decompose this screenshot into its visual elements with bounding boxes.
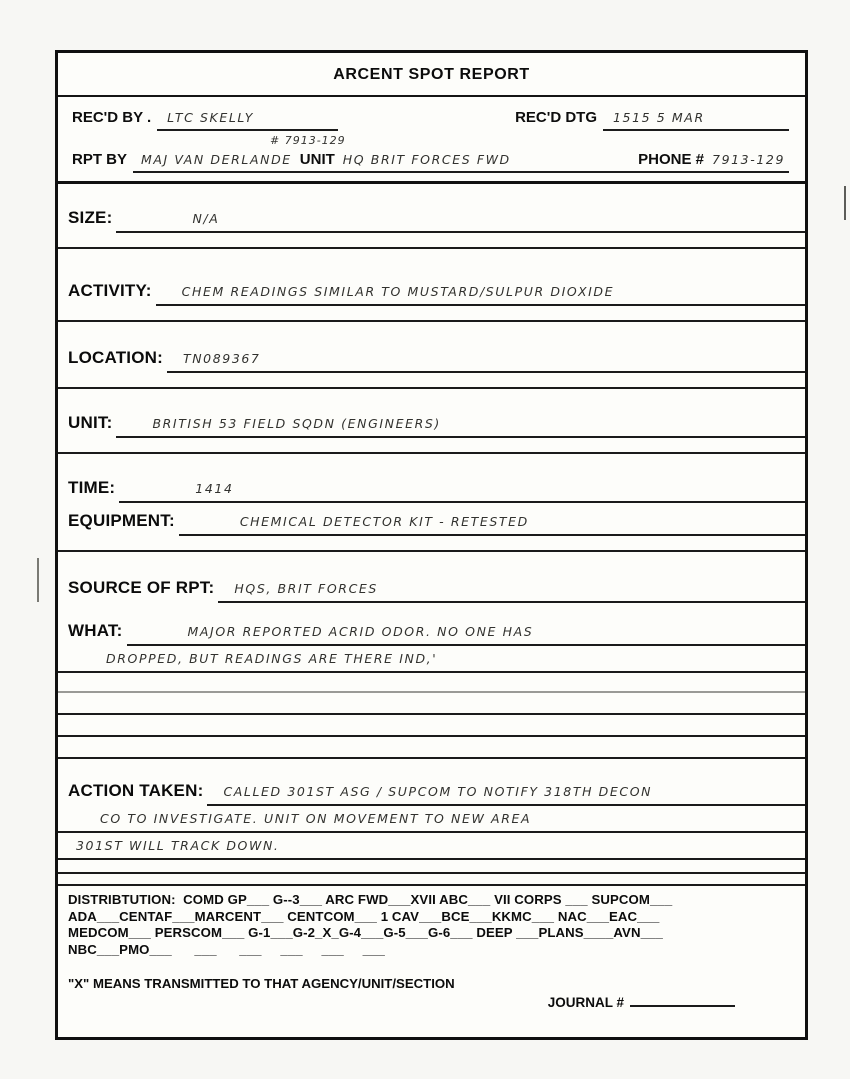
ruled-line: [58, 550, 805, 552]
time-line: [119, 480, 805, 503]
ruled-line: [58, 884, 805, 886]
activity-label: ACTIVITY:: [68, 281, 152, 300]
recd-by-value: LTC SKELLY: [167, 110, 254, 125]
ruled-line: [58, 320, 805, 322]
ruled-line: [58, 872, 805, 874]
recd-dtg-value: 1515 5 MAR: [613, 110, 705, 125]
unit-line: [116, 415, 805, 438]
activity-value: CHEM READINGS SIMILAR TO MUSTARD/SULPUR DIOXIDE: [181, 284, 615, 299]
field-source: [58, 578, 805, 603]
journal-blank-line: [630, 1005, 735, 1007]
distribution-line-4: NBC___PMO___ ___ ___ ___ ___ ___: [68, 941, 385, 957]
phone-label: PHONE #: [638, 151, 705, 168]
unit-value: BRITISH 53 FIELD SQDN (ENGINEERS): [152, 416, 441, 431]
what-label: WHAT:: [68, 621, 123, 640]
source-line: [218, 580, 805, 603]
location-line: [167, 350, 805, 373]
action-line3: [58, 837, 805, 860]
unit-top-label: UNIT: [299, 151, 335, 168]
recd-dtg-line: [603, 109, 789, 131]
action-line1: [207, 783, 805, 806]
recd-row: [72, 109, 789, 131]
ruled-line: [58, 735, 805, 737]
ruled-line: [58, 452, 805, 454]
form-title: ARCENT SPOT REPORT: [58, 53, 805, 97]
what-line2: [58, 650, 805, 673]
ruled-line: [58, 713, 805, 715]
rpt-by-label: RPT BY: [72, 151, 128, 168]
recd-by-label: REC'D BY .: [72, 109, 152, 126]
field-action-taken: [58, 781, 805, 806]
distribution-block: [68, 892, 795, 958]
recd-by-line: [157, 109, 338, 131]
journal-label: JOURNAL #: [547, 995, 624, 1010]
rpt-row-line: [133, 151, 789, 173]
phone-value: 7913-129: [712, 152, 785, 167]
action-taken-label: ACTION TAKEN:: [68, 781, 204, 800]
field-what: [58, 621, 805, 646]
action-value-2: CO TO INVESTIGATE. UNIT ON MOVEMENT TO NEW AREA: [100, 811, 532, 826]
phone-annotation: # 7913-129: [270, 134, 346, 147]
what-value-1: MAJOR REPORTED ACRID ODOR. NO ONE HAS: [187, 624, 534, 639]
distribution-line-1: DISTRIBTUTION: COMD GP___ G--3___ ARC FWD___XVII ABC___ VII CORPS ___ SUPCOM___: [68, 892, 673, 907]
what-value-2: DROPPED, BUT READINGS ARE THERE IND,': [106, 651, 438, 666]
size-label: SIZE:: [68, 208, 113, 227]
distribution-line-2: ADA___CENTAF___MARCENT___ CENTCOM___ 1 CAV___BCE___KKMC___ NAC___EAC___: [68, 908, 660, 924]
form-header: [58, 97, 805, 184]
scan-artifact: [844, 186, 846, 220]
ruled-line: [58, 757, 805, 759]
x-note: "X" MEANS TRANSMITTED TO THAT AGENCY/UNIT/SECTION: [68, 976, 455, 991]
ruled-line: [58, 691, 805, 693]
action-value-1: CALLED 301ST ASG / SUPCOM TO NOTIFY 318TH DECON: [223, 784, 653, 799]
equipment-label: EQUIPMENT:: [68, 511, 175, 530]
activity-line: [156, 283, 805, 306]
what-line1: [127, 623, 806, 646]
location-value: TN089367: [182, 351, 261, 366]
equipment-line: [179, 513, 805, 536]
equipment-value: CHEMICAL DETECTOR KIT - RETESTED: [239, 514, 529, 529]
time-value: 1414: [195, 481, 234, 496]
spot-report-form: [55, 50, 808, 1040]
rpt-row: [72, 151, 789, 173]
scan-artifact: [37, 558, 39, 602]
field-activity: [58, 281, 805, 306]
rpt-by-value: MAJ VAN DERLANDE: [141, 152, 292, 167]
distribution-line-3: MEDCOM___ PERSCOM___ G-1___G-2_X_G-4___G-5___G-6___ DEEP ___PLANS____AVN___: [68, 925, 663, 940]
journal-row: [58, 995, 735, 1010]
ruled-line: [58, 387, 805, 389]
source-label: SOURCE OF RPT:: [68, 578, 215, 597]
action-value-3: 301ST WILL TRACK DOWN.: [76, 838, 280, 853]
recd-dtg-label: REC'D DTG: [515, 109, 597, 126]
source-value: HQS, BRIT FORCES: [234, 581, 378, 596]
ruled-line: [58, 247, 805, 249]
field-equipment: [58, 511, 805, 536]
field-size: [58, 208, 805, 233]
action-line2: [58, 810, 805, 833]
size-value: N/A: [192, 211, 220, 226]
unit-label: UNIT:: [68, 413, 113, 432]
location-label: LOCATION:: [68, 348, 163, 367]
size-line: [116, 210, 805, 233]
field-time: [58, 478, 805, 503]
unit-top-value: HQ BRIT FORCES FWD: [342, 152, 511, 167]
field-location: [58, 348, 805, 373]
field-unit: [58, 413, 805, 438]
time-label: TIME:: [68, 478, 116, 497]
